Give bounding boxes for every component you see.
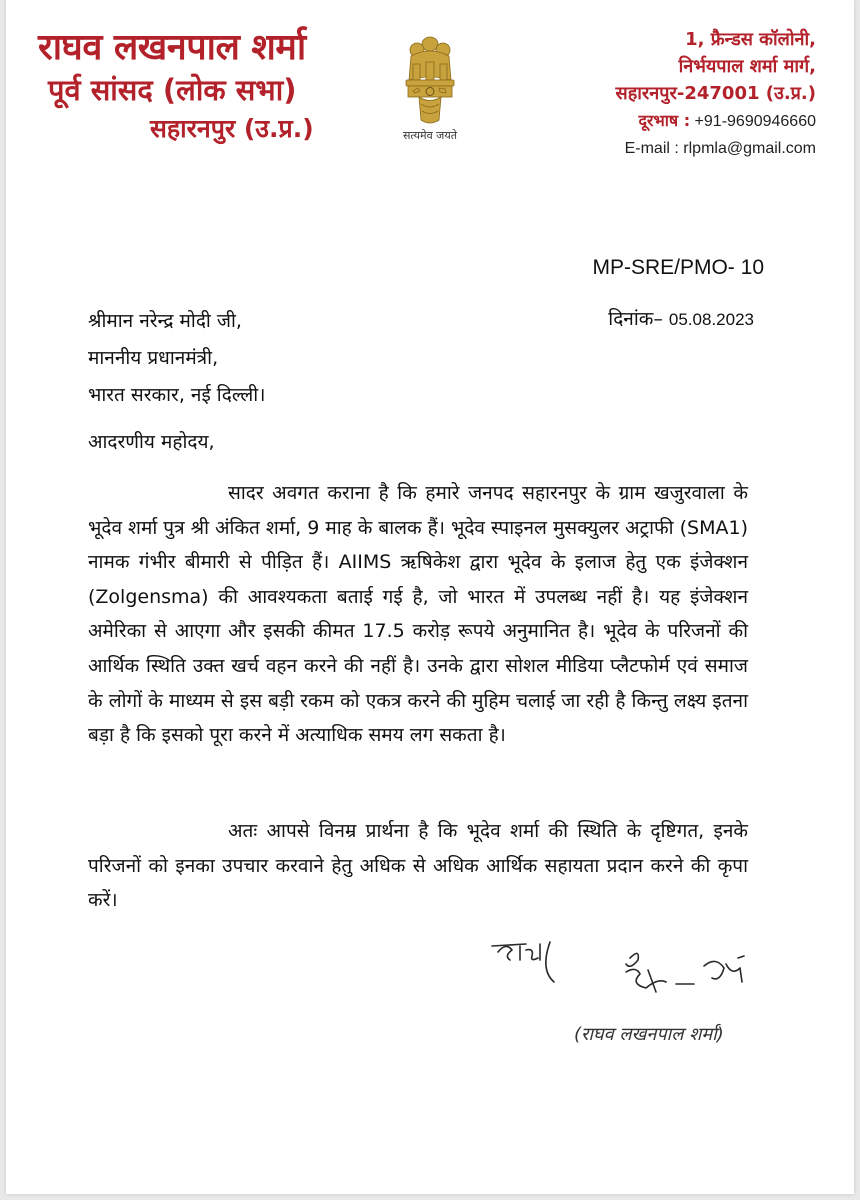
address-line-2: निर्भयपाल शर्मा मार्ग,: [678, 56, 816, 77]
signature-block: [480, 930, 780, 1060]
address-line-1: 1, फ्रैन्डस कॉलोनी,: [685, 29, 816, 50]
reference-number: MP-SRE/PMO- 10: [592, 256, 764, 279]
email-row: [616, 135, 816, 162]
phone-label: दूरभाष :: [638, 111, 691, 130]
recipient-line-2: माननीय प्रधानमंत्री,: [88, 347, 219, 369]
body-paragraph-2: अतः आपसे विनम्र प्रार्थना है कि भूदेव शर्मा की स्थिति के दृष्टिगत, इनके परिजनों को इनका उपचार करवाने हेतु अधिक से अधिक आर्थिक सहायता प्रदान करने की कृपा करें।: [88, 820, 748, 912]
recipient-line-1: श्रीमान नरेन्द्र मोदी जी,: [88, 310, 242, 332]
address-line-3: सहारनपुर-247001 (उ.प्र.): [615, 83, 816, 104]
phone-row: [616, 107, 816, 135]
date-value: 05.08.2023: [668, 310, 754, 329]
letterhead-right: [616, 26, 816, 162]
recipient-line-3: भारत सरकार, नई दिल्ली।: [88, 384, 266, 406]
date-line: [608, 305, 754, 331]
email-label: E-mail :: [624, 140, 679, 157]
national-emblem: [390, 34, 470, 143]
letterhead-city: सहारनपुर (उ.प्र.): [150, 114, 314, 143]
salutation: आदरणीय महोदय,: [88, 431, 215, 453]
phone-number: +91-9690946660: [694, 113, 816, 130]
letterhead-designation: पूर्व सांसद (लोक सभा): [48, 73, 297, 107]
emblem-motto: सत्यमेव जयते: [402, 129, 457, 142]
letter-page: [6, 0, 854, 1194]
ashoka-lion-capital-icon: [399, 34, 461, 126]
email-address: rlpmla@gmail.com: [683, 140, 816, 157]
letterhead-name: राघव लखनपाल शर्मा: [38, 27, 306, 68]
date-label: दिनांक–: [608, 308, 663, 330]
recipient-address: [88, 303, 265, 414]
letterhead-left: [38, 26, 314, 148]
signer-name: (राघव लखनपाल शर्मा): [574, 1024, 724, 1045]
body-paragraph-1: सादर अवगत कराना है कि हमारे जनपद सहारनपुर के ग्राम खजुरवाला के भूदेव शर्मा पुत्र श्री अंकित शर्मा, 9 माह के बालक हैं। भूदेव स्पाइनल मुसक्युलर अट्राफी (SMA1) नामक गंभीर बीमारी से पीड़ित हैं। AIIMS ऋषिकेश द्वारा भूदेव के इलाज हेतु एक इंजेक्शन (Zolgensma) की आवश्यकता बताई गई है, जो भारत में उपलब्ध नहीं है। यह इंजेक्शन अमेरिका से आएगा और इसकी कीमत 17.5 करोड़ रूपये अनुमानित है। भूदेव के परिजनों की आर्थिक स्थिति उक्त खर्च वहन करने की नहीं है। उनके द्वारा सोशल मीडिया प्लैटफोर्म एवं समाज के लोगों के माध्यम से इस बड़ी रकम को एकत्र करने की मुहिम चलाई जा रही है किन्तु लक्ष्य इतना बड़ा है कि इसको पूरा करने में अत्याधिक समय लग सकता है।: [88, 482, 749, 747]
handwritten-signature: [480, 930, 780, 1025]
